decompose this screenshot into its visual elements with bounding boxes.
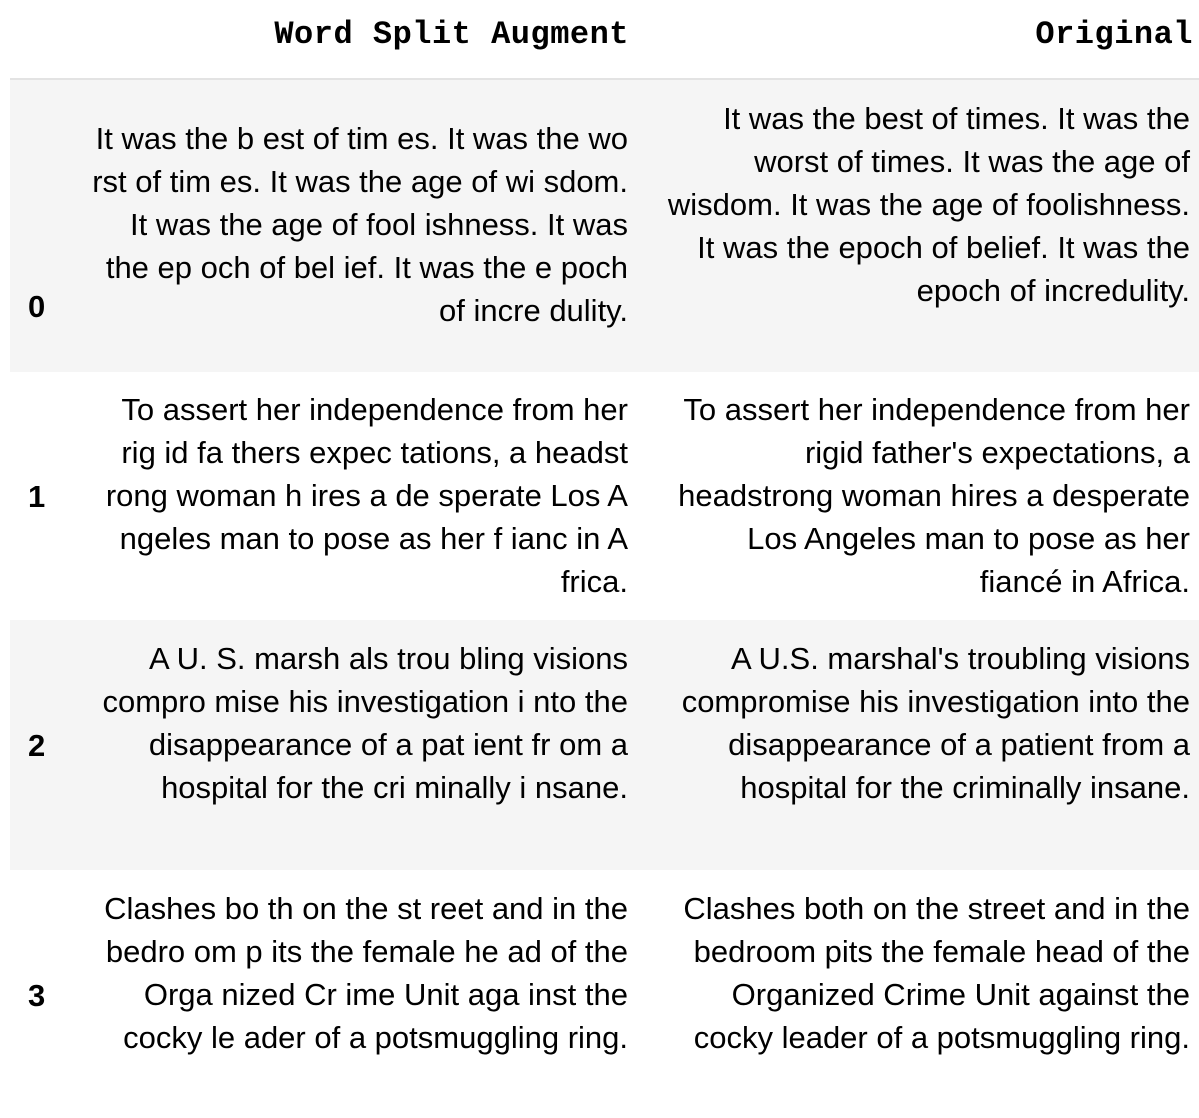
column-header-original: Original (1035, 16, 1193, 53)
column-header-word-split-augment: Word Split Augment (274, 16, 629, 53)
table-row (10, 620, 1199, 870)
augmented-cell: A U. S. marsh als trou bling visions compro mise his investigation i nto the disappearance of a pat ient fr om a hospital for the cri minally i nsane. (102, 641, 628, 805)
row-index: 3 (28, 978, 46, 1013)
augmented-cell: It was the b est of tim es. It was the wo rst of tim es. It was the age of wi sdom. It was the age of fool ishness. It was the ep och of bel ief. It was the e poch of incre dulity. (92, 121, 628, 328)
table-header (10, 0, 1199, 80)
augmented-cell: To assert her independence from her rig id fa thers expec tations, a headst rong woman h ires a de sperate Los A ngeles man to pose as her f ianc in A frica. (105, 392, 628, 599)
dataframe-table (10, 0, 1199, 1118)
original-cell: To assert her independence from her rigid father's expectations, a headstrong woman hires a desperate Los Angeles man to pose as her fiancé in Africa. (678, 392, 1190, 599)
row-index: 0 (28, 289, 46, 324)
row-index: 2 (28, 728, 46, 763)
row-index: 1 (28, 479, 46, 514)
augmented-cell: Clashes bo th on the st reet and in the bedro om p its the female he ad of the Orga nized Cr ime Unit aga inst the cocky le ader of a potsmuggling ring. (104, 891, 628, 1055)
original-cell: It was the best of times. It was the worst of times. It was the age of wisdom. It was the age of foolishness. It was the epoch of belief. It was the epoch of incredulity. (667, 101, 1190, 308)
table-row (10, 80, 1199, 372)
table-row (10, 372, 1199, 620)
original-cell: Clashes both on the street and in the bedroom pits the female head of the Organized Crime Unit against the cocky leader of a potsmuggling ring. (683, 891, 1190, 1055)
table-row (10, 870, 1199, 1118)
original-cell: A U.S. marshal's troubling visions compromise his investigation into the disappearance of a patient from a hospital for the criminally insane. (681, 641, 1190, 805)
